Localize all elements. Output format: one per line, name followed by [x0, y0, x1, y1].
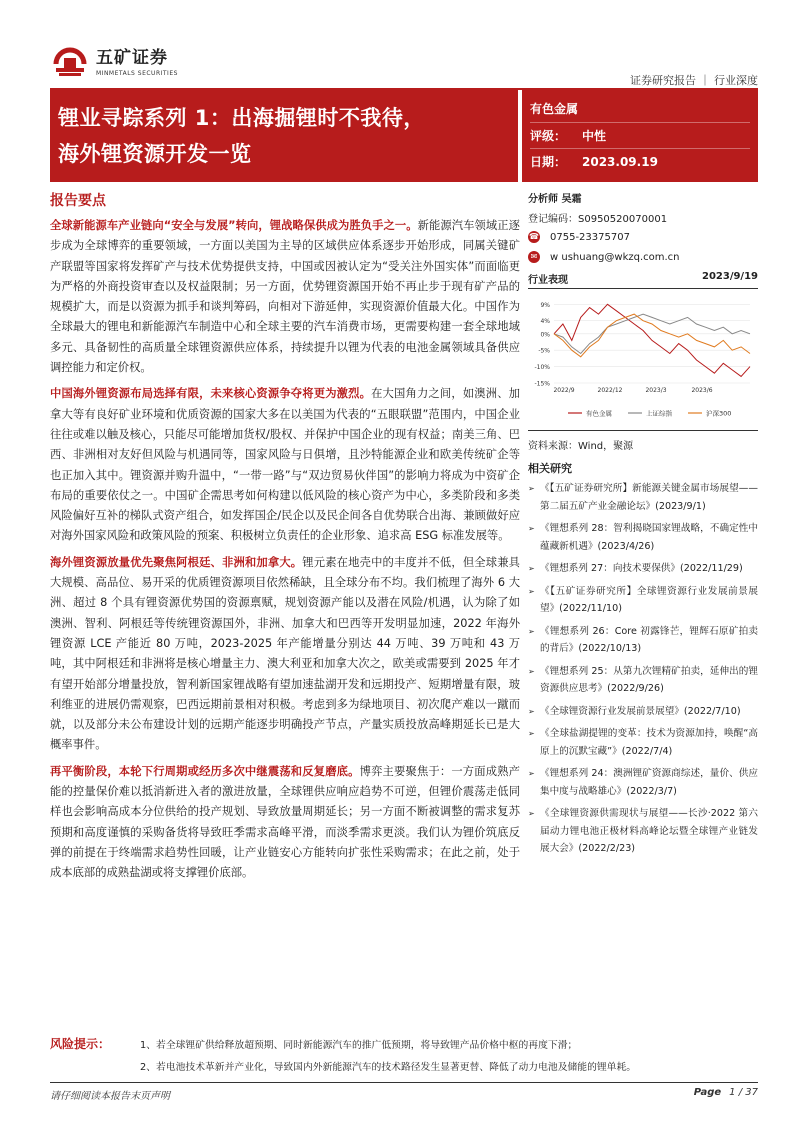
paragraph-lead: 再平衡阶段，本轮下行周期或经历多次中继震荡和反复磨底。 — [50, 764, 360, 778]
legend-label: 沪深300 — [706, 409, 732, 418]
bullet-arrow-icon: ➢ — [528, 564, 535, 573]
report-type: 证券研究报告 ｜ 行业深度 — [630, 74, 758, 87]
perf-header — [528, 271, 758, 289]
related-item[interactable] — [528, 765, 758, 800]
page-label: Page — [693, 1087, 722, 1098]
perf-date: 2023/9/19 — [701, 271, 758, 282]
industry-performance-chart — [528, 291, 758, 431]
risk-item: 1、若全球锂矿供给释放超预期、同时新能源汽车的推广低预期，将导致锂产品价格中枢的再度下滑； — [140, 1040, 578, 1051]
y-tick-label: -5% — [538, 347, 550, 355]
bullet-arrow-icon: ➢ — [528, 484, 535, 493]
related-item-text: 《【五矿证券研究所】全球锂资源行业发展前景展望》(2022/11/10) — [540, 585, 758, 614]
analyst-reg-code: 登记编码：S0950520070001 — [528, 214, 668, 225]
logo-seal-icon — [50, 40, 90, 80]
risk-item: 2、若电池技术革新并产业化，导致国内外新能源汽车的技术路径发生显著更替、降低了动力电池及储能的锂单耗。 — [140, 1062, 637, 1073]
footer-disclaimer: 请仔细阅读本报告末页声明 — [50, 1091, 170, 1102]
paragraph-body: 锂元素在地壳中的丰度并不低，但全球兼具大规模、高品位、易开采的优质锂资源项目依然稀缺，且全球分布不均。我们梳理了海外 6 大洲、超过 8 个具有锂资源优势国的资源禀赋，规划资源产能以及潜在风险/机遇，认为除了如澳洲、智利、阿根廷等传统锂资源国外，非洲、加拿大和巴西等开发明显加速，2022 年海外锂资源 LCE 产能近 80 万吨，2023-2025 年产能增量分别达 44 万吨、39 万吨和 43 万吨，其中阿根廷和非洲将是核心增量主力、澳大利亚和加拿大次之，欧美或需要到 2025 年才有望开始部分增量投放，智利新国家锂战略有望加速盐湖开发和远期投产、短期增量有限，玻利维亚的进展仍需观察，巴西远期前景相对积极。考虑到多为绿地项目、初次爬产难以一蹴而就，以及部分未公布建设计划的远期产能逐步明确投产节点，产量实质投放高峰期延长已是大概率事件。 — [50, 555, 520, 752]
bullet-arrow-icon: ➢ — [528, 626, 535, 636]
summary-section — [50, 190, 520, 890]
paragraph-body: 博弈主要聚焦于：一方面成熟产能的控量保价难以抵消新进入者的激进放量，全球锂供应响应趋势不可逆，但锂价震荡走低同样也会影响高成本分位供给的投产规划、导致放量周期延长；另一方面不断被调整的需求复苏预期和高度谨慎的采购备货将导致旺季需求高峰平滑，而淡季需求更淡。我们认为锂价筑底反弹的前提在于终端需求趋势性回暖，让产业链安心方能转向扩张性采购需求；在此之前，处于成本底部的成熟盐湖或将支撑锂价底部。 — [50, 764, 520, 880]
chart-source: 资料来源：Wind，聚源 — [528, 441, 634, 452]
series-line-0 — [554, 304, 750, 376]
related-item-text: 《锂想系列 28：智利揭晓国家锂战略，不确定性中蕴藏新机遇》(2023/4/26) — [540, 523, 758, 552]
related-item-text: 《锂想系列 27：向技术要保供》(2022/11/29) — [540, 563, 743, 574]
x-tick-label: 2023/3 — [645, 387, 667, 394]
summary-heading: 报告要点 — [50, 193, 106, 209]
paragraph-lead: 全球新能源车产业链向“安全与发展”转向，锂战略保供成为胜负手之一。 — [50, 219, 418, 232]
company-logo — [50, 40, 178, 80]
bullet-arrow-icon: ➢ — [528, 769, 535, 778]
related-item[interactable] — [528, 480, 758, 515]
related-item[interactable] — [528, 663, 758, 698]
chart-svg — [528, 291, 758, 431]
related-item-text: 《锂想系列 25：从第九次锂精矿拍卖，延伸出的锂资源供应思考》(2022/9/26) — [540, 665, 758, 694]
rating-label: 评级： — [530, 129, 567, 143]
paragraph-body: 在大国角力之间，如澳洲、加拿大等有良好矿业环境和优质资源的国家大多在以美国为代表的“五眼联盟”范围内，中国企业往往或难以触及核心，只能尽可能增加货权/股权、并保护中国企业的现有权益；南美三角、巴西、非洲相对友好但风险与机遇同等，国家风险与日俱增，且沙特能源企业和欧美传统矿企等也正加入其中。锂资源并购升温中，“一带一路”与“双边贸易伙伴国”的影响力将成为中资矿企布局的重要依仗之一。中国矿企需思考如何构建以低风险的核心资产为中心，多类阶段和多类风险偏好互补的梯队式资产组合，如发挥国企/民企以及民企间各自优势联合出海、兼顾做好应对海外国家风险和政策风险的预案、积极树立负责任的企业形象、追求高 ESG 标准发展等。 — [50, 387, 520, 543]
related-heading: 相关研究 — [528, 462, 572, 475]
email-value[interactable]: w ushuang@wkzq.com.cn — [550, 251, 680, 263]
y-tick-label: -15% — [534, 380, 550, 388]
footer-divider — [50, 1082, 758, 1083]
rating-value: 中性 — [582, 129, 607, 143]
bullet-arrow-icon: ➢ — [528, 706, 535, 716]
related-item[interactable] — [528, 520, 758, 555]
related-item-text: 《锂想系列 26：Core 初露锋芒，锂辉石原矿拍卖的背后》(2022/10/13) — [540, 625, 758, 654]
analyst-email — [528, 251, 758, 263]
brand-name-cn: 五矿证券 — [96, 48, 168, 68]
bullet-arrow-icon: ➢ — [528, 524, 535, 533]
analyst-name: 分析师 吴霜 — [528, 194, 582, 205]
phone-value: 0755-23375707 — [550, 231, 630, 243]
related-list — [528, 480, 758, 858]
x-tick-label: 2023/6 — [691, 387, 713, 394]
related-item[interactable] — [528, 805, 758, 858]
meta-band — [522, 90, 758, 182]
page-number — [694, 1087, 758, 1098]
related-item[interactable] — [528, 623, 758, 658]
legend-label: 上证综指 — [646, 409, 672, 418]
analyst-phone — [528, 231, 758, 243]
summary-paragraph — [50, 216, 520, 378]
industry-value: 有色金属 — [530, 102, 579, 116]
date-row — [530, 148, 750, 174]
related-item[interactable] — [528, 560, 758, 578]
y-tick-label: -10% — [534, 364, 550, 372]
related-item-text: 《全球盐湖提锂的变革：技术为资源加持，唤醒“高原上的沉默宝藏”》(2022/7/4) — [540, 728, 758, 757]
sidebar — [528, 190, 758, 863]
x-tick-label: 2022/12 — [597, 387, 623, 394]
related-item[interactable] — [528, 725, 758, 760]
bullet-arrow-icon: ➢ — [528, 809, 535, 818]
paragraph-lead: 海外锂资源放量优先聚焦阿根廷、非洲和加拿大。 — [50, 555, 303, 569]
perf-title: 行业表现 — [528, 275, 568, 286]
date-label: 日期： — [530, 155, 567, 169]
summary-paragraph — [50, 553, 520, 756]
page-value: 1 / 37 — [729, 1087, 758, 1098]
related-item-text: 《全球锂资源供需现状与展望——长沙·2022 第六届动力锂电池正极材料高峰论坛暨全球锂产业链发展大会》(2022/2/23) — [540, 808, 758, 854]
bullet-arrow-icon: ➢ — [528, 666, 535, 676]
x-tick-label: 2022/9 — [553, 387, 575, 394]
paragraph-body: 新能源汽车领域正逐步成为全球博弈的重要领域，一方面以美国为主导的区域供应体系逐步开始形成，同属关键矿产联盟等国家将发挥矿产与技术优势提供支持，中国或因被认定为“受关注外国实体”而面临更为严格的外商投资审查以及权益限制；另一方面，优势锂资源国开始不再止步于现有矿产品的规模扩大，而是以资源为抓手和谈判筹码，向相对下游延伸，实现资源价值最大化。中国作为全球最大的锂电和新能源汽车制造中心和全球主要的汽车消费市场，更需要构建一套全球地域多元、具备韧性的高质量全球锂资源供应体系，持续提升以锂为代表的电池金属领域具备供应调控能力和定价权。 — [50, 219, 520, 375]
brand-name-en: MINMETALS SECURITIES — [96, 70, 178, 77]
report-title-line-1: 锂业寻踪系列 1：出海掘锂时不我待， — [58, 106, 425, 130]
risk-label: 风险提示： — [50, 1037, 111, 1051]
legend-label: 有色金属 — [586, 409, 612, 418]
bullet-arrow-icon: ➢ — [528, 729, 535, 738]
related-item-text: 《全球锂资源行业发展前景展望》(2022/7/10) — [540, 705, 741, 717]
bullet-arrow-icon: ➢ — [528, 586, 535, 596]
y-tick-label: 4% — [540, 318, 550, 326]
summary-paragraph — [50, 384, 520, 546]
email-icon: ✉ — [528, 251, 540, 263]
related-item[interactable] — [528, 583, 758, 618]
industry-row — [530, 96, 750, 122]
title-band — [50, 90, 518, 182]
related-item-text: 《锂想系列 24：澳洲锂矿资源商综述，量价、供应集中度与战略雄心》(2022/3/7) — [540, 768, 758, 797]
paragraph-lead: 中国海外锂资源布局选择有限，未来核心资源争夺将更为激烈。 — [50, 387, 372, 401]
report-title-line-2: 海外锂资源开发一览 — [58, 142, 252, 166]
rating-row — [530, 122, 750, 148]
related-item[interactable] — [528, 703, 758, 721]
date-value: 2023.09.19 — [582, 155, 658, 169]
summary-paragraph — [50, 762, 520, 884]
phone-icon: ☎ — [529, 232, 539, 241]
y-tick-label: 9% — [540, 301, 550, 309]
y-tick-label: 0% — [540, 331, 550, 339]
related-item-text: 《【五矿证券研究所】新能源关键金属市场展望——第二届五矿产业金融论坛》(2023/9/1) — [540, 483, 758, 512]
